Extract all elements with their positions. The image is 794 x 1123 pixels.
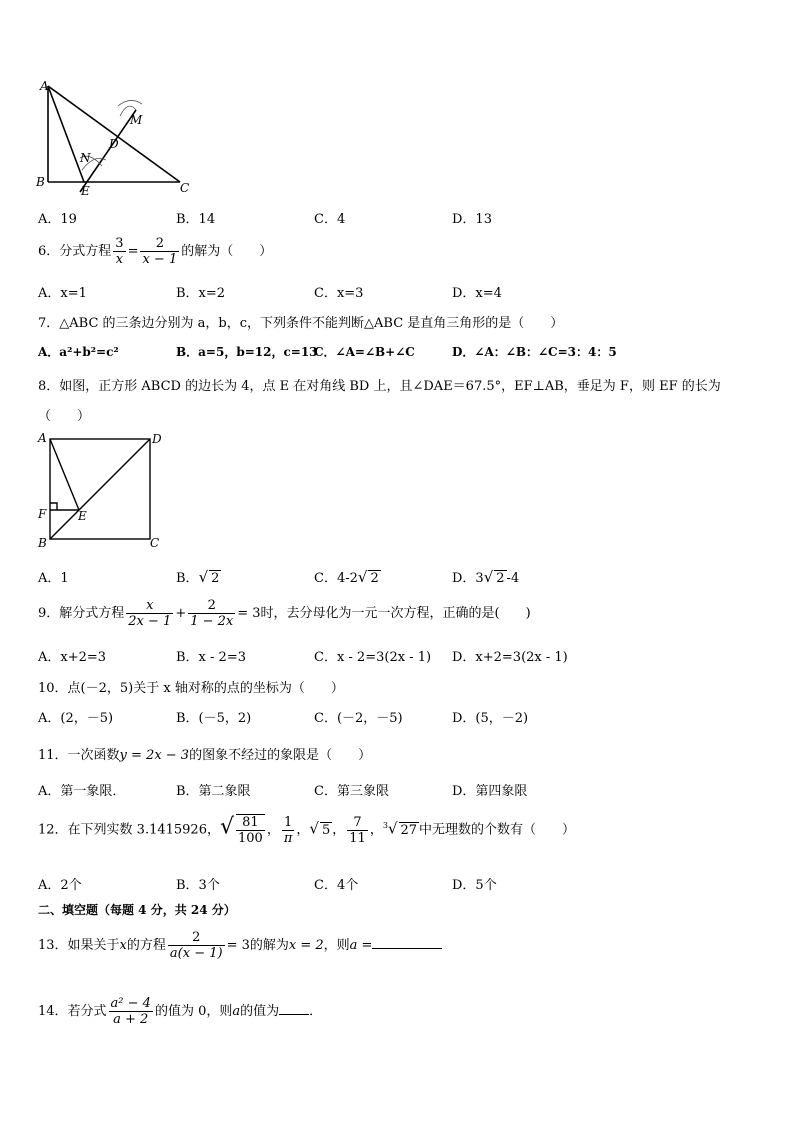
- q12-sqrt5: 5: [321, 822, 331, 838]
- q11-prefix: 11．一次函数: [38, 748, 120, 763]
- q13-stem: 13．如果关于x的方程 $\frac{2}{a(x - 1)}$ = 3的解为x = 2，则a =: [38, 930, 442, 961]
- side-ac: [48, 86, 180, 182]
- segment-ae: [50, 439, 79, 510]
- q14-fraction: $\frac{\text{a² − 4}}{a + 2}$: [110, 996, 151, 1027]
- q8-stem-line1: 8．如图，正方形 ABCD 的边长为 4，点 E 在对角线 BD 上，且∠DAE＝67.5°，EF⊥AB，垂足为 F，则 EF 的长为: [38, 379, 721, 394]
- q5-option-a[interactable]: A．19: [38, 212, 77, 227]
- q5-triangle-figure: [32, 74, 202, 199]
- label-a: A: [38, 431, 47, 445]
- label-b: B: [38, 536, 47, 550]
- label-n: N: [80, 151, 91, 165]
- q10-stem: 10．点(－2，5)关于 x 轴对称的点的坐标为（ ）: [38, 681, 344, 696]
- q6-option-b[interactable]: B．x=2: [176, 286, 226, 301]
- section-2-heading: 二、填空题（每题 4 分，共 24 分）: [38, 903, 236, 917]
- q5-option-d[interactable]: D．13: [452, 212, 492, 227]
- q9-fraction-1: $\frac{x}{2x - 1}$: [128, 598, 172, 629]
- q9-option-a[interactable]: A．x+2=3: [38, 650, 107, 665]
- label-d: D: [152, 432, 162, 446]
- q5-option-c[interactable]: C．4: [314, 212, 346, 227]
- q11-stem: [38, 744, 371, 763]
- q6-option-a[interactable]: A．x=1: [38, 286, 87, 301]
- q7-option-b[interactable]: B．a=5，b=12，c=13: [176, 345, 318, 359]
- q6-option-c[interactable]: C．x=3: [314, 286, 364, 301]
- label-m: M: [130, 113, 143, 127]
- q14-answer-blank[interactable]: [279, 1014, 309, 1015]
- q7-option-a[interactable]: A．a²+b²=c²: [38, 345, 119, 359]
- q9-option-d[interactable]: D．x+2=3(2x - 1): [452, 650, 568, 665]
- q12-suffix: 中无理数的个数有（ ）: [419, 822, 576, 838]
- label-b: B: [36, 175, 45, 189]
- q9-stem: 9．解分式方程 $\frac{x}{2x - 1}$ + $\frac{2}{1 - 2x}$ = 3时，去分母化为一元一次方程，正确的是( ): [38, 598, 531, 629]
- q7-stem: 7．△ABC 的三条边分别为 a，b，c，下列条件不能判断△ABC 是直角三角形的是（ ）: [38, 316, 564, 331]
- q11-formula: y = 2x − 3: [119, 748, 190, 763]
- q9-prefix: 9．解分式方程: [38, 606, 125, 621]
- q6-equals: =: [127, 244, 139, 259]
- right-angle-mark: [50, 503, 57, 510]
- q8-option-a[interactable]: A．1: [38, 571, 69, 586]
- label-a: A: [40, 79, 49, 93]
- label-e: E: [81, 184, 90, 198]
- q12-option-b[interactable]: B．3个: [176, 878, 220, 893]
- q9-suffix: 时，去分母化为一元一次方程，正确的是( ): [260, 606, 531, 621]
- q12-cube-root: 27: [400, 822, 418, 838]
- label-f: F: [38, 507, 47, 521]
- label-c: C: [180, 181, 190, 195]
- label-c: C: [150, 536, 160, 550]
- q6-prefix: 6．分式方程: [38, 244, 112, 259]
- q12-prefix: 12．在下列实数 3.1415926，: [38, 822, 220, 838]
- q12-option-d[interactable]: D．5个: [452, 878, 497, 893]
- q9-fraction-2: $\frac{2}{1 - 2x}$: [190, 598, 234, 629]
- q12-sqrt-fraction: $\frac{81}{100}$: [238, 815, 263, 846]
- q6-option-d[interactable]: D．x=4: [452, 286, 502, 301]
- q7-option-c[interactable]: C．∠A=∠B+∠C: [314, 345, 415, 359]
- q12-fraction-1-over-pi: $\frac{1}{\pi}$: [283, 814, 293, 846]
- q11-suffix: 的图象不经过的象限是（ ）: [189, 748, 372, 763]
- q8-option-c[interactable]: C．4-2√ 2: [314, 568, 379, 586]
- q6-stem: [38, 236, 272, 267]
- q6-rhs-fraction: $\frac{2}{x - 1}$: [142, 236, 178, 267]
- q14-stem: 14．若分式 $\frac{\text{a² − 4}}{a + 2}$ 的值为 0，则a的值为 ．: [38, 996, 323, 1027]
- q10-option-b[interactable]: B．(－5，2): [176, 711, 252, 726]
- arc-m-1: [118, 100, 142, 106]
- q11-option-c[interactable]: C．第三象限: [314, 784, 389, 799]
- q6-lhs-fraction: $\frac{3}{x}$: [115, 236, 124, 267]
- diagonal-bd: [50, 439, 150, 539]
- q13-fraction: $\frac{2}{a(x - 1)}$: [169, 930, 223, 961]
- q9-option-b[interactable]: B．x - 2=3: [176, 650, 246, 665]
- q12-stem: 12．在下列实数 3.1415926，√ $\frac{81}{100}$ ， $\frac{1}{\pi}$ ，√ 5 ， $\frac{7}{11}$ ，$^3$√ 27 中无理数的个数有（ ）: [38, 814, 576, 846]
- q5-option-b[interactable]: B．14: [176, 212, 216, 227]
- segment-ae: [48, 86, 84, 182]
- q8-square-figure: [34, 430, 174, 552]
- q9-option-c[interactable]: C．x - 2=3(2x - 1): [314, 650, 432, 665]
- q11-option-d[interactable]: D．第四象限: [452, 784, 528, 799]
- label-d: D: [109, 137, 119, 151]
- q10-option-a[interactable]: A．(2，－5): [38, 711, 114, 726]
- q8-stem-line2: （ ）: [38, 409, 91, 424]
- q8-option-d[interactable]: D．3√ 2 -4: [452, 568, 520, 586]
- q8-option-b[interactable]: B．√ 2: [176, 568, 220, 586]
- q10-option-d[interactable]: D．(5，－2): [452, 711, 529, 726]
- q11-option-a[interactable]: A．第一象限．: [38, 784, 126, 799]
- q11-option-b[interactable]: B．第二象限: [176, 784, 251, 799]
- q12-fraction-7-11: $\frac{7}{11}$: [349, 814, 366, 846]
- q13-answer-blank[interactable]: [372, 948, 442, 949]
- q6-suffix: 的解为（ ）: [181, 244, 273, 259]
- label-e: E: [78, 509, 87, 523]
- q12-option-a[interactable]: A．2个: [38, 878, 82, 893]
- q12-option-c[interactable]: C．4个: [314, 878, 359, 893]
- q10-option-c[interactable]: C．(－2，－5): [314, 711, 403, 726]
- q7-option-d[interactable]: D．∠A：∠B：∠C=3：4：5: [452, 345, 617, 359]
